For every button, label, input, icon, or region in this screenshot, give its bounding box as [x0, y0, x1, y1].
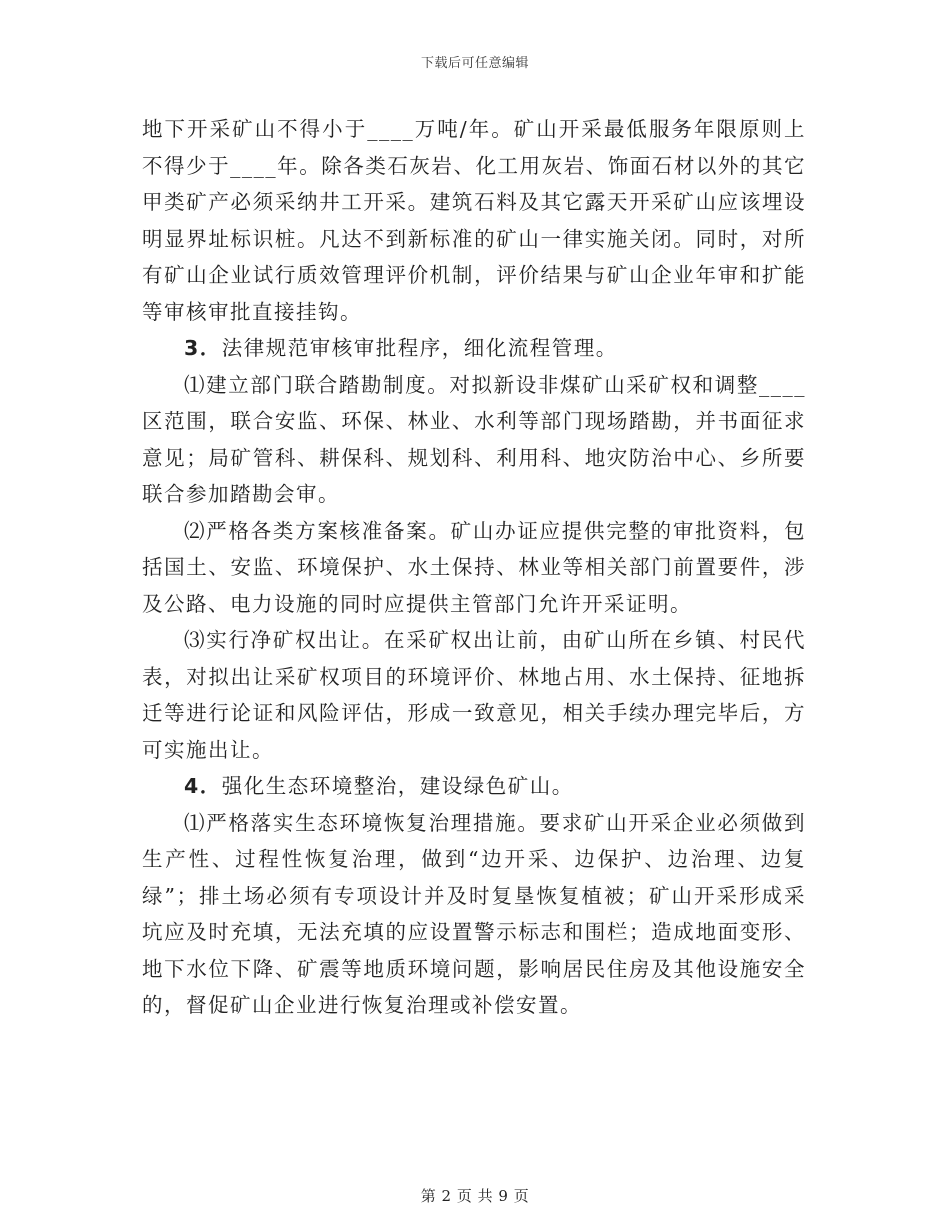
paragraph-3-3: ⑶实行净矿权出让。在采矿权出让前，由矿山所在乡镇、村民代表，对拟出让采矿权项目的环境评价、林地占用、水土保持、征地拆迁等进行论证和风险评估，形成一致意见，相关手续办理完毕后，方可实施出让。: [142, 628, 806, 762]
section-number: 3．: [184, 336, 222, 360]
section-heading-3: [142, 330, 806, 367]
document-body: [142, 111, 806, 1024]
page-footer: 第 2 页 共 9 页: [420, 1187, 530, 1205]
section-heading-text: 强化生态环境整治，建设绿色矿山。: [221, 774, 574, 798]
page-header: 下载后可任意编辑: [420, 56, 529, 71]
section-number: 4．: [184, 774, 222, 798]
section-heading-4: [142, 768, 806, 805]
paragraph-3-1: ⑴建立部门联合踏勘制度。对拟新设非煤矿山采矿权和调整____区范围，联合安监、环保、林业、水利等部门现场踏勘，并书面征求意见；局矿管科、耕保科、规划科、利用科、地灾防治中心、乡所要联合参加踏勘会审。: [142, 372, 806, 506]
paragraph-4-1: ⑴严格落实生态环境恢复治理措施。要求矿山开采企业必须做到生产性、过程性恢复治理，做到“边开采、边保护、边治理、边复绿”；排土场必须有专项设计并及时复垦恢复植被；矿山开采形成采坑应及时充填，无法充填的应设置警示标志和围栏；造成地面变形、地下水位下降、矿震等地质环境问题，影响居民住房及其他设施安全的，督促矿山企业进行恢复治理或补偿安置。: [142, 810, 806, 1017]
paragraph-continued: 地下开采矿山不得小于____万吨/年。矿山开采最低服务年限原则上不得少于____年。除各类石灰岩、化工用灰岩、饰面石材以外的其它甲类矿产必须采纳井工开采。建筑石料及其它露天开采矿山应该埋设明显界址标识桩。凡达不到新标准的矿山一律实施关闭。同时，对所有矿山企业试行质效管理评价机制，评价结果与矿山企业年审和扩能等审核审批直接挂钩。: [142, 117, 806, 324]
paragraph-3-2: ⑵严格各类方案核准备案。矿山办证应提供完整的审批资料，包括国土、安监、环境保护、水土保持、林业等相关部门前置要件，涉及公路、电力设施的同时应提供主管部门允许开采证明。: [142, 518, 806, 616]
section-heading-text: 法律规范审核审批程序，细化流程管理。: [221, 336, 618, 360]
